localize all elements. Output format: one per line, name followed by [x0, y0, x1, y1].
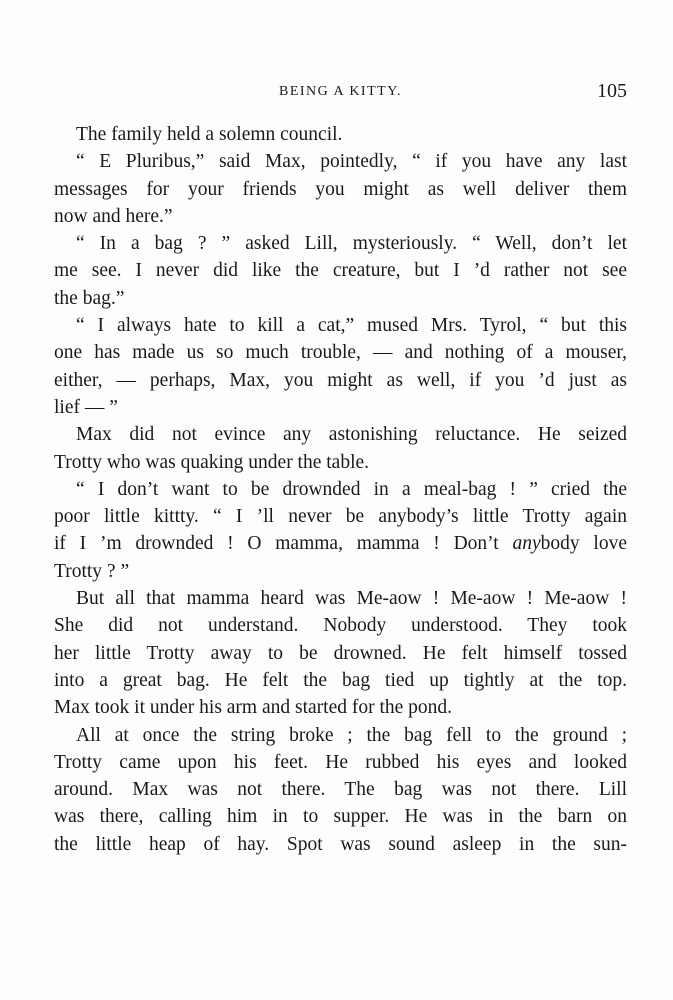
text-line: Trotty ? ” [54, 560, 130, 582]
text-line: “ E Pluribus,” said Max, pointedly, “ if you have any last [76, 151, 627, 173]
text-line: She did not understand. Nobody understood. They took [54, 615, 627, 637]
running-title: BEING A KITTY. [278, 84, 403, 99]
text-line: around. Max was not there. The bag was not there. Lill [54, 779, 627, 801]
text-line: now and here.” [54, 205, 173, 227]
text-line: one has made us so much trouble, — and nothing of a mouser, [54, 342, 627, 364]
text-line: into a great bag. He felt the bag tied up tightly at the top. [54, 669, 627, 691]
text-line: But all that mamma heard was Me-aow ! Me-aow ! Me-aow ! [76, 588, 627, 610]
text-line: lief — ” [54, 396, 118, 418]
text-line: “ In a bag ? ” asked Lill, mysteriously. “ Well, don’t let [76, 233, 627, 255]
text-line: if I ’m drownded ! O mamma, mamma ! Don’t anybody love [54, 533, 628, 555]
text-line: was there, calling him in to supper. He was in the barn on [54, 806, 627, 828]
text-line: poor little kittty. “ I ’ll never be anybody’s little Trotty again [54, 506, 627, 528]
text-line: me see. I never did like the creature, but I ’d rather not see [54, 260, 627, 282]
text-line: the little heap of hay. Spot was sound asleep in the sun- [54, 833, 627, 855]
text-line: messages for your friends you might as well deliver them [54, 178, 627, 200]
text-line: All at once the string broke ; the bag fell to the ground ; [76, 724, 627, 746]
text-line: Max did not evince any astonishing reluctance. He seized [76, 424, 627, 446]
text-line: The family held a solemn council. [76, 124, 343, 145]
text-line: Trotty who was quaking under the table. [54, 451, 370, 473]
text-line: Trotty came upon his feet. He rubbed his eyes and looked [54, 751, 627, 773]
text-line: “ I always hate to kill a cat,” mused Mrs. Tyrol, “ but this [76, 315, 627, 337]
text-line: “ I don’t want to be drownded in a meal-bag ! ” cried the [76, 478, 627, 500]
running-head [54, 80, 627, 104]
text-line: her little Trotty away to be drowned. He felt himself tossed [54, 642, 627, 664]
page-number: 105 [597, 80, 627, 102]
text-line: either, — perhaps, Max, you might as well, if you ’d just as [54, 369, 627, 391]
text-line: the bag.” [54, 287, 125, 309]
body-text [54, 121, 627, 858]
text-line: Max took it under his arm and started for the pond. [54, 697, 453, 719]
